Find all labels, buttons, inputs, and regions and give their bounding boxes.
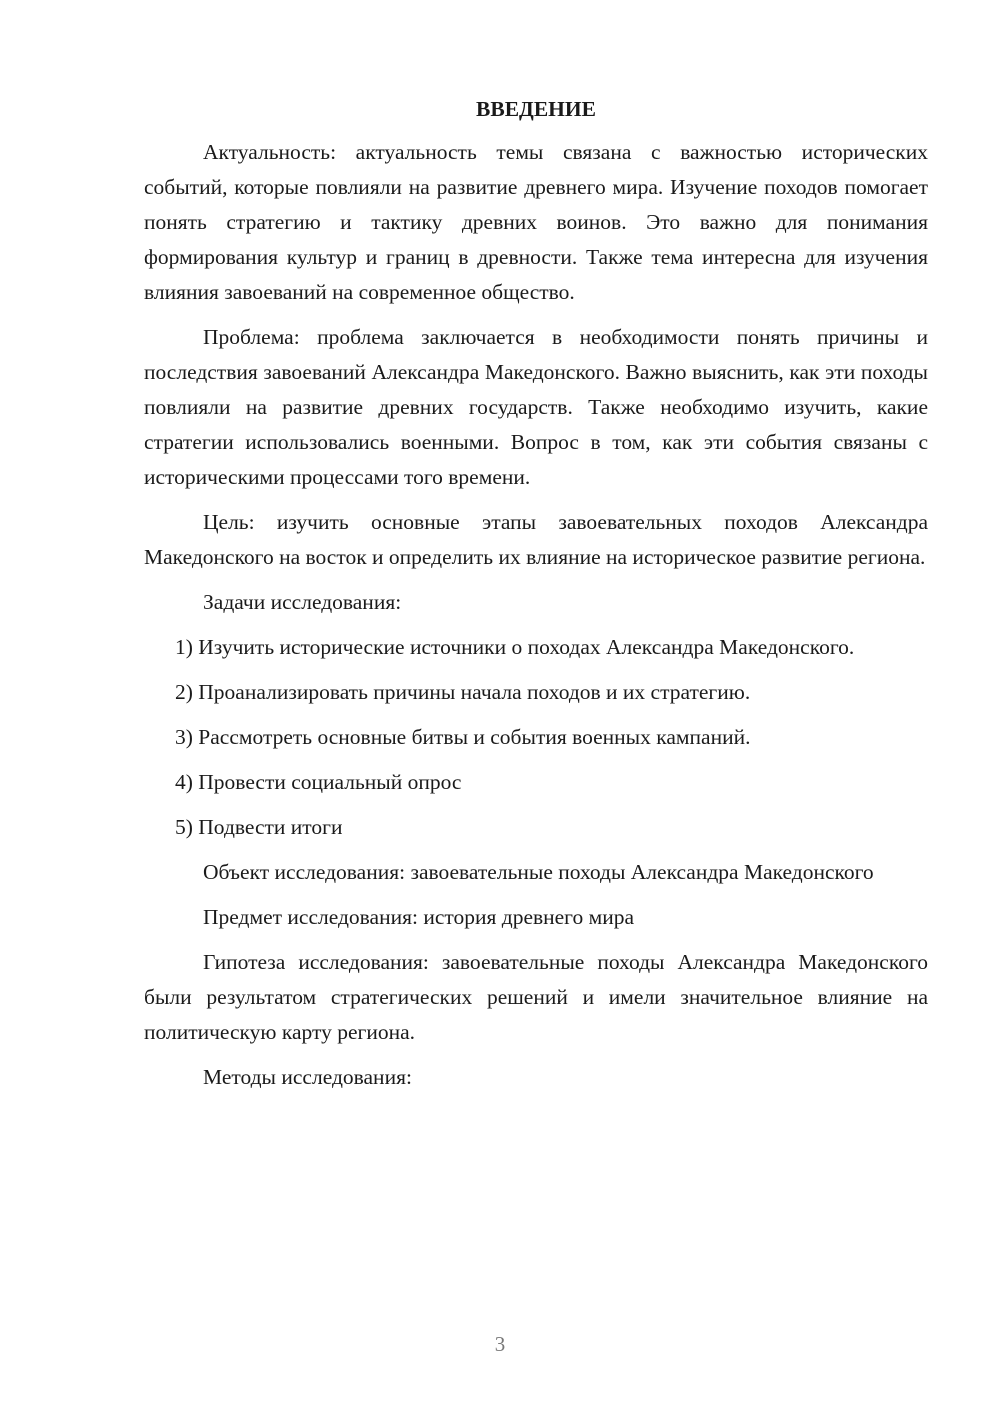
paragraph-relevance: Актуальность: актуальность темы связана с важностью исторических событий, которые повлияли на развитие древнего мира. Изучение походов помогает понять стратегию и тактику древних воинов. Это важно для понимания формирования культур и границ в древности. Также тема интересна для изучения влияния завоеваний на современное общество.: [144, 140, 928, 304]
paragraph-hypothesis: Гипотеза исследования: завоевательные походы Александра Македонского были результатом стратегических решений и имели значительное влияние на политическую карту региона.: [144, 950, 928, 1044]
list-item: 4) Провести социальный опрос: [175, 770, 462, 794]
list-item: 3) Рассмотреть основные битвы и события военных кампаний.: [175, 725, 751, 749]
paragraph-goal: Цель: изучить основные этапы завоевательных походов Александра Македонского на восток и определить их влияние на историческое развитие региона.: [144, 510, 928, 569]
task-list: [144, 630, 928, 845]
paragraph-object: Объект исследования: завоевательные походы Александра Македонского: [203, 860, 874, 884]
list-item: 5) Подвести итоги: [175, 815, 343, 839]
section-title: ВВЕДЕНИЕ: [476, 97, 596, 121]
paragraph-problem: Проблема: проблема заключается в необходимости понять причины и последствия завоеваний Александра Македонского. Важно выяснить, как эти походы повлияли на развитие древних государств. Также необходимо изучить, какие стратегии использовались военными. Вопрос в том, как эти события связаны с историческими процессами того времени.: [144, 325, 928, 489]
paragraph-subject: Предмет исследования: история древнего мира: [203, 905, 634, 929]
document-body: [144, 92, 928, 1105]
list-item: 2) Проанализировать причины начала походов и их стратегию.: [175, 680, 751, 704]
paragraph-tasks-heading: Задачи исследования:: [203, 590, 402, 614]
list-item: 1) Изучить исторические источники о походах Александра Македонского.: [175, 635, 855, 659]
paragraph-methods: Методы исследования:: [203, 1065, 412, 1089]
page-number: 3: [494, 1332, 506, 1356]
